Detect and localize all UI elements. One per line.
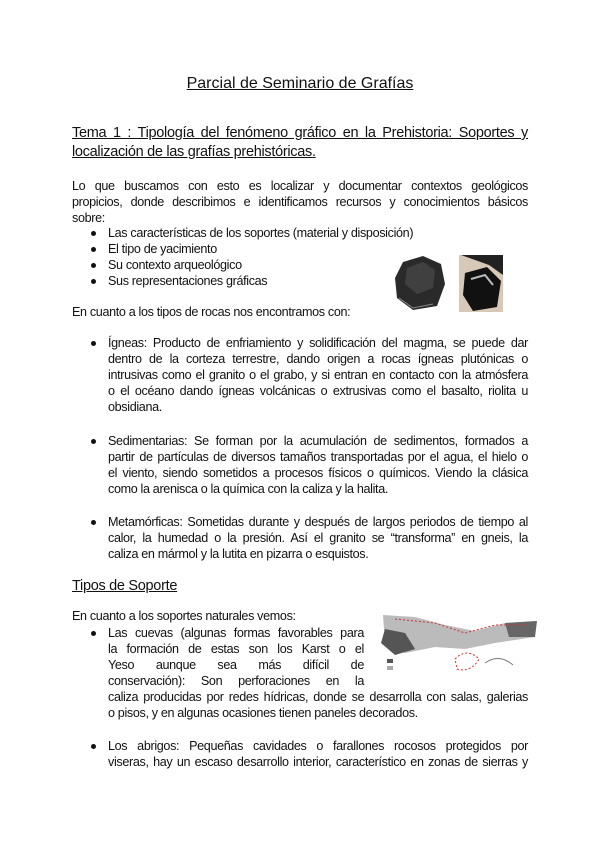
abrigos-line: Los abrigos: Pequeñas cavidades o farallones rocosos protegidos por xyxy=(108,739,528,753)
bullet-item: Sus representaciones gráficas xyxy=(108,274,268,288)
rock-type-line: intrusivas como el granito o el grabo, y si entran en contacto con la atmósfera xyxy=(108,368,528,382)
bullet-icon xyxy=(91,744,96,749)
rock-type-line: Sedimentarias: Se forman por la acumulación de sedimentos, formados a xyxy=(108,434,528,448)
cuevas-line: Las cuevas (algunas formas favorables para xyxy=(108,626,364,640)
rock-type-line: Ígneas: Producto de enfriamiento y solidificación del magma, se puede dar xyxy=(108,336,528,350)
rock-type-line: partir de partículas de diversos tamaños transportadas por el agua, el hielo o xyxy=(108,450,528,464)
cuevas-line: Yeso aunque sea más difícil de xyxy=(108,658,364,672)
bullet-icon xyxy=(91,439,96,444)
bullet-icon xyxy=(91,279,96,284)
intro-line: propicios, donde describimos e identificamos recursos y conocimientos básicos xyxy=(72,195,528,209)
bullet-item: Su contexto arqueológico xyxy=(108,258,242,272)
rock-type-line: como la arenisca o la química con la caliza y la halita. xyxy=(108,482,389,496)
bullet-icon xyxy=(91,341,96,346)
rock-type-line: caliza en mármol y la lutita en pizarra o esquistos. xyxy=(108,547,369,561)
heading-line: Tema 1 : Tipología del fenómeno gráfico en la Prehistoria: Soportes y xyxy=(72,125,528,141)
cuevas-line: caliza producidas por redes hídricas, donde se desarrolla con salas, galerias xyxy=(108,690,528,704)
rock-type-line: el viento, siendo sometidos a procesos físicos o químicos. Viendo la clásica xyxy=(108,466,528,480)
rock-image-basalt xyxy=(393,254,447,312)
intro-line: Lo que buscamos con esto es localizar y documentar contextos geológicos xyxy=(72,179,528,193)
rock-type-line: calor, la humedad o la presión. Así el granito se “transforma” en gneis, la xyxy=(108,531,528,545)
rock-image-obsidian xyxy=(459,255,503,312)
bullet-icon xyxy=(91,247,96,252)
map-image-caves xyxy=(375,603,541,681)
bullet-item: Las características de los soportes (material y disposición) xyxy=(108,226,414,240)
rocks-intro: En cuanto a los tipos de rocas nos encontramos con: xyxy=(72,305,351,319)
section-heading-tema1 xyxy=(72,124,528,162)
abrigos-line: viseras, hay un escaso desarrollo interior, característico en zonas de sierras y xyxy=(108,755,528,769)
cuevas-line: o pisos, y en algunas ocasiones tienen paneles decorados. xyxy=(108,706,418,720)
rock-type-line: obsidiana. xyxy=(108,400,162,414)
intro-line: sobre: xyxy=(72,211,105,225)
bullet-icon xyxy=(91,231,96,236)
soporte-intro: En cuanto a los soportes naturales vemos: xyxy=(72,609,296,623)
bullet-icon xyxy=(91,263,96,268)
section-heading-soporte: Tipos de Soporte xyxy=(72,578,178,594)
bullet-icon xyxy=(91,631,96,636)
bullet-item: El tipo de yacimiento xyxy=(108,242,217,256)
bullet-icon xyxy=(91,520,96,525)
cuevas-line: conservación): Son perforaciones en la xyxy=(108,674,364,688)
rock-type-line: o el océano dando ígneas volcánicas o extrusivas como el basalto, riolita u xyxy=(108,384,528,398)
rock-type-line: Metamórficas: Sometidas durante y después de largos periodos de tiempo al xyxy=(108,515,528,529)
cuevas-line: la formación de estas son los Karst o el xyxy=(108,642,364,656)
rock-type-line: dentro de la corteza terrestre, dando origen a rocas ígneas plutónicas o xyxy=(108,352,528,366)
heading-line: localización de las grafías prehistóricas. xyxy=(72,144,316,160)
document-title: Parcial de Seminario de Grafías xyxy=(186,75,414,92)
